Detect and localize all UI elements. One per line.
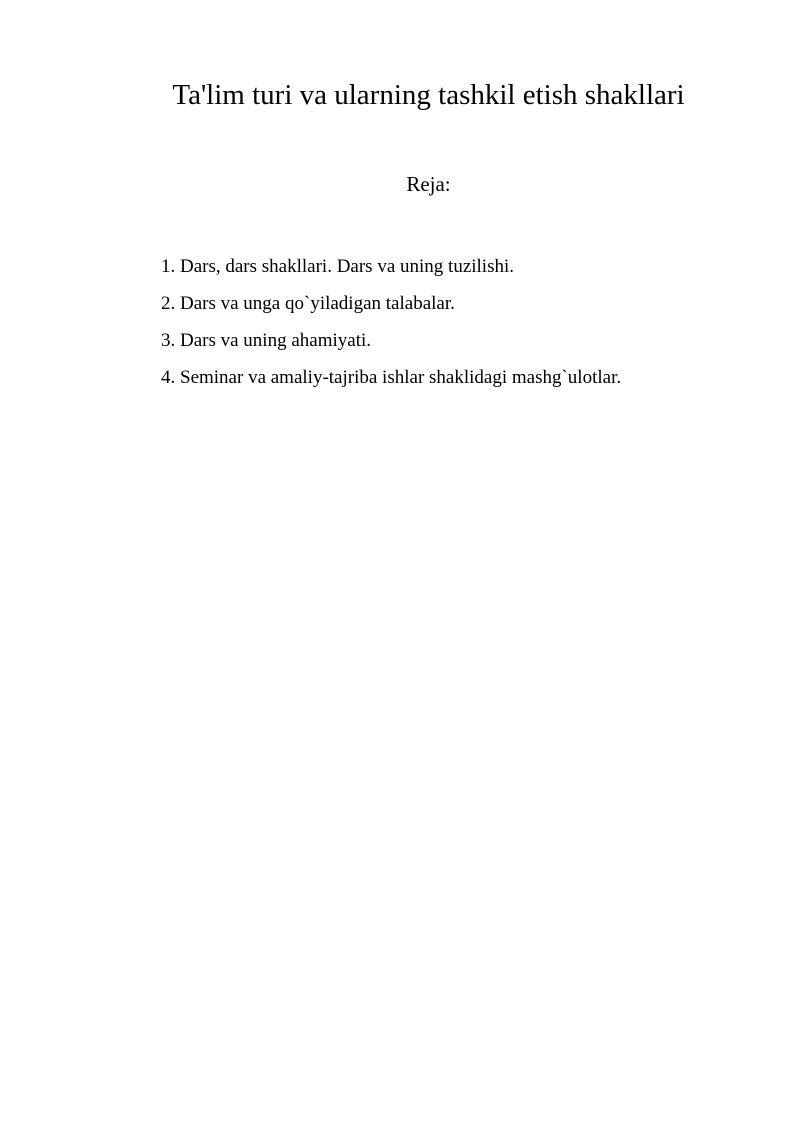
plan-item: 4. Seminar va amaliy-tajriba ishlar shaklidagi mashg`ulotlar. bbox=[161, 367, 622, 388]
plan-item: 2. Dars va unga qo`yiladigan talabalar. bbox=[161, 293, 455, 314]
plan-list bbox=[161, 254, 621, 402]
plan-item: 3. Dars va uning ahamiyati. bbox=[161, 330, 372, 351]
plan-heading: Reja: bbox=[406, 172, 451, 196]
plan-item: 1. Dars, dars shakllari. Dars va uning tuzilishi. bbox=[161, 256, 515, 277]
document-title: Ta'lim turi va ularning tashkil etish shakllari bbox=[172, 79, 685, 111]
